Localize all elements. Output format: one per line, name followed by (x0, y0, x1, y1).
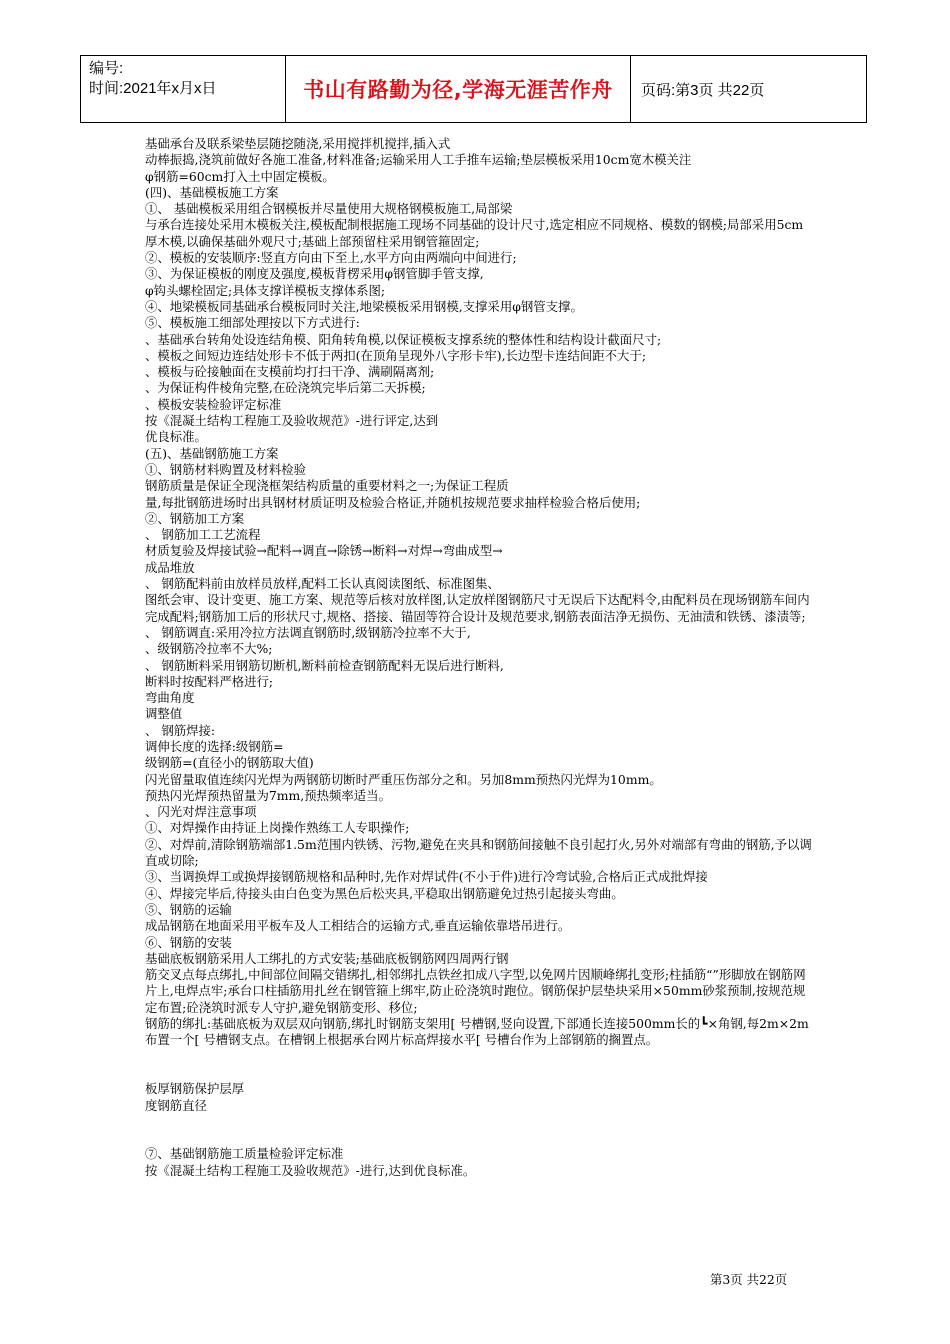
body-line: 成品堆放 (145, 559, 195, 575)
document-body (145, 136, 813, 1179)
body-line: 级钢筋=(直径小的钢筋取大值) (145, 755, 314, 771)
body-line: 图纸会审、设计变更、施工方案、规范等后核对放样图,认定放样图钢筋尺寸无误后下达配料令,由配料员在现场钢筋车间内完成配料;钢筋加工后的形状尺寸,规格、搭接、锚固等符合设计及规范要求,钢筋表面洁净无损伤、无油渍和铁锈、漆渍等; (145, 592, 810, 624)
body-line: ③、为保证模板的刚度及强度,模板背楞采用φ钢管脚手管支撑, (145, 266, 484, 282)
body-line: 筋交叉点每点绑扎,中间部位间隔交错绑扎,相邻绑扎点铁丝扣成八字型,以免网片因顺峰绑扎变形;柱插筋“”形脚放在钢筋网片上,电焊点牢;承台口柱插筋用扎丝在钢管箍上绑牢,防止砼浇筑时跑位。钢筋保护层垫块采用×50mm砂浆预制,按规范规定布置;砼浇筑时派专人守护,避免钢筋变形、移位; (145, 967, 806, 1015)
body-line: 、 钢筋配料前由放样员放样,配料工长认真阅读图纸、标准图集、 (145, 576, 500, 592)
body-line: 弯曲角度 (145, 690, 195, 706)
body-line: 、模板安装检验评定标准 (145, 396, 282, 412)
page-info-cell (631, 56, 866, 122)
blank-line (145, 1114, 813, 1147)
body-line: 、 钢筋焊接: (145, 722, 216, 738)
body-line: 、 钢筋断料采用钢筋切断机,断料前检查钢筋配料无误后进行断料, (145, 657, 504, 673)
body-line: ⑦、基础钢筋施工质量检验评定标准 (145, 1146, 344, 1162)
motto-cell (286, 56, 631, 122)
body-line: 、模板与砼接触面在支模前均打扫干净、满刷隔离剂; (145, 364, 435, 380)
body-line: 成品钢筋在地面采用平板车及人工相结合的运输方式,垂直运输依靠塔吊进行。 (145, 918, 571, 934)
body-line: 闪光留量取值连续闪光焊为两钢筋切断时严重压伤部分之和。另加8mm预热闪光焊为10mm。 (145, 771, 662, 787)
body-line: 、基础承台转角处设连结角模、阳角转角模,以保证模板支撑系统的整体性和结构设计截面尺寸; (145, 331, 662, 347)
body-line: 、为保证构件棱角完整,在砼浇筑完毕后第二天拆模; (145, 380, 426, 396)
body-line: ④、焊接完毕后,待接头由白色变为黑色后松夹具,平稳取出钢筋避免过热引起接头弯曲。 (145, 885, 624, 901)
body-line: (五)、基础钢筋施工方案 (145, 445, 279, 461)
body-line: 度钢筋直径 (145, 1097, 207, 1113)
body-line: ①、钢筋材料购置及材料检验 (145, 461, 307, 477)
body-line: 优良标准。 (145, 429, 207, 445)
body-line: 断料时按配料严格进行; (145, 673, 274, 689)
time-label: 时间:2021年x月x日 (89, 80, 217, 97)
body-line: (四)、基础模板施工方案 (145, 184, 279, 200)
body-line: ②、模板的安装顺序:竖直方向由下至上,水平方向由两端向中间进行; (145, 250, 517, 266)
body-line: 动棒振捣,浇筑前做好各施工准备,材料准备;运输采用人工手推车运输;垫层模板采用10cm宽木模关注 (145, 152, 692, 168)
body-line: 材质复验及焊接试验→配料→调直→除锈→断料→对焊→弯曲成型→ (145, 543, 503, 559)
page-info-text: 页码:第3页 共22页 (641, 81, 765, 99)
blank-line (145, 1049, 813, 1082)
doc-number-label: 编号: (89, 60, 124, 77)
body-line: 、级钢筋冷拉率不大%; (145, 641, 273, 657)
body-line: ⑥、钢筋的安装 (145, 934, 232, 950)
body-line: 、 钢筋加工工艺流程 (145, 527, 261, 543)
body-line: 按《混凝土结构工程施工及验收规范》-进行评定,达到 (145, 413, 439, 429)
motto-text: 书山有路勤为径,学海无涯苦作舟 (303, 78, 613, 102)
body-line: ⑤、钢筋的运输 (145, 901, 232, 917)
body-line: ④、地梁模板同基础承台模板同时关注,地梁模板采用钢模,支撑采用φ钢管支撑。 (145, 298, 583, 314)
body-line: φ钢筋=60cm打入土中固定模板。 (145, 168, 335, 184)
body-line: ①、对焊操作由持证上岗操作熟练工人专职操作; (145, 820, 410, 836)
body-line: 钢筋质量是保证全现浇框架结构质量的重要材料之一;为保证工程质 (145, 478, 509, 494)
body-line: 按《混凝土结构工程施工及验收规范》-进行,达到优良标准。 (145, 1162, 476, 1178)
body-line: ②、对焊前,清除钢筋端部1.5m范围内铁锈、污物,避免在夹具和钢筋间接触不良引起打火,另外对端部有弯曲的钢筋,予以调直或切除; (145, 836, 812, 869)
body-line: 、模板之间短边连结处形卡不低于两扣(在顶角呈现外八字形卡牢),长边型卡连结间距不大于; (145, 347, 647, 363)
body-line: ①、 基础模板采用组合钢模板并尽量使用大规格钢模板施工,局部梁 (145, 201, 513, 217)
body-line: 预热闪光焊预热留量为7mm,预热频率适当。 (145, 787, 391, 803)
page-footer: 第3页 共22页 (710, 1272, 788, 1287)
body-line: 调整值 (145, 706, 183, 722)
body-line: 基础底板钢筋采用人工绑扎的方式安装;基础底板钢筋网四周两行钢 (145, 950, 509, 966)
body-line: 钢筋的绑扎:基础底板为双层双向钢筋,绑扎时钢筋支架用[ 号槽钢,竖向设置,下部通长连接500mm长的┗×角钢,每2m×2m布置一个[ 号槽钢支点。在槽钢上根据承台网片标高焊接水平[ 号槽台作为上部钢筋的搁置点。 (145, 1016, 809, 1048)
body-line: 基础承台及联系梁垫层随挖随浇,采用搅拌机搅拌,插入式 (145, 136, 451, 151)
body-line: ②、钢筋加工方案 (145, 510, 245, 526)
body-line: 、闪光对焊注意事项 (145, 804, 257, 820)
body-line: ⑤、模板施工细部处理按以下方式进行: (145, 315, 360, 331)
header-table (80, 55, 867, 123)
body-line: 与承台连接处采用木模板关注,模板配制根据施工现场不同基础的设计尺寸,选定相应不同规格、模数的钢模;局部采用5cm厚木模,以确保基础外观尺寸;基础上部预留柱采用钢管箍固定; (145, 217, 804, 249)
body-line: 、 钢筋调直:采用冷拉方法调直钢筋时,级钢筋冷拉率不大于, (145, 624, 471, 640)
body-line: 板厚钢筋保护层厚 (145, 1081, 245, 1097)
header-left-cell (81, 56, 286, 122)
body-line: 调伸长度的选择:级钢筋= (145, 738, 284, 754)
body-line: ③、当调换焊工或换焊接钢筋规格和品种时,先作对焊试件(不小于件)进行冷弯试验,合格后正式成批焊接 (145, 869, 708, 885)
body-line: 量,每批钢筋进场时出具钢材材质证明及检验合格证,并随机按规范要求抽样检验合格后使用; (145, 494, 641, 510)
body-line: φ钩头螺栓固定;具体支撑详模板支撑体系图; (145, 282, 386, 298)
